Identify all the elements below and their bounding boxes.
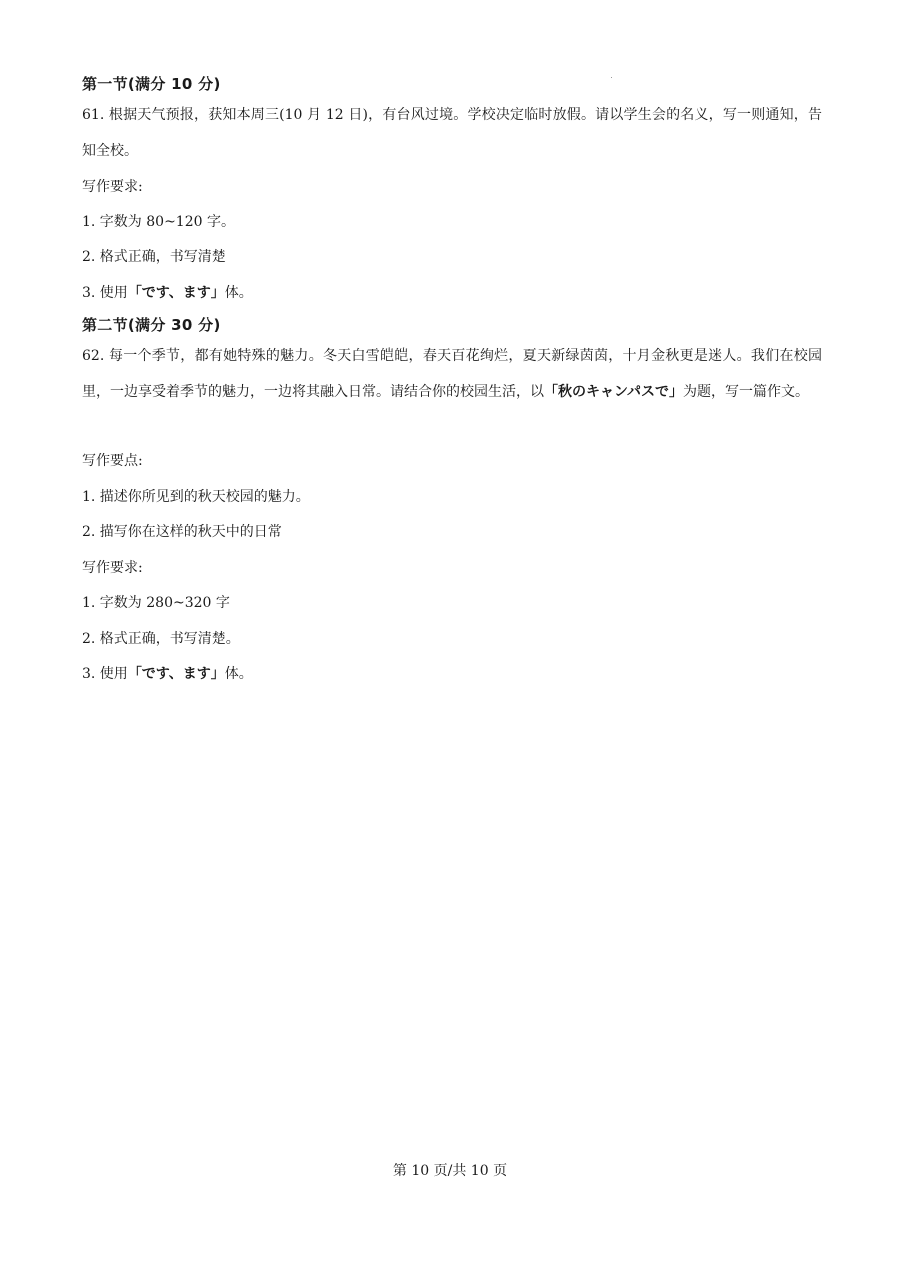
section2-requirement-2: 2. 格式正确，书写清楚。 (82, 631, 240, 647)
section2-title: 第二节(满分 30 分) (82, 316, 221, 334)
req3-suffix: 体。 (224, 285, 253, 301)
essay-topic: 「秋のキャンパスで」 (544, 384, 684, 400)
page-number: 第 10 页/共 10 页 (392, 1163, 508, 1179)
req3-prefix: 3. 使用 (82, 666, 128, 682)
question-62 (82, 338, 822, 410)
style-label: 「です、ます」 (127, 285, 225, 301)
section1-requirements-label: 写作要求: (82, 179, 143, 195)
section2-point-2: 2. 描写你在这样的秋天中的日常 (82, 524, 282, 540)
question-62-tail: 为题，写一篇作文。 (683, 384, 810, 400)
section1-title: 第一节(满分 10 分) (82, 75, 221, 93)
question-62-text: 62. 每一个季节，都有她特殊的魅力。冬天白雪皑皑，春天百花绚烂，夏天新绿茵茵，十月金秋更是迷人。我们在校园里，一边享受着季节的魅力，一边将其融入日常。请结合你的校园生活，以 (82, 348, 822, 400)
style-label: 「です、ます」 (127, 666, 225, 682)
question-61: 61. 根据天气预报，获知本周三(10 月 12 日)，有台风过境。学校决定临时放假。请以学生会的名义，写一则通知，告知全校。 (82, 107, 822, 159)
section1-requirement-1: 1. 字数为 80~120 字。 (82, 214, 235, 230)
section1-requirement-3 (82, 283, 822, 303)
section2-points-label: 写作要点: (82, 453, 143, 469)
req3-suffix: 体。 (224, 666, 253, 682)
section1-requirement-2: 2. 格式正确，书写清楚 (82, 249, 226, 265)
section2-requirements-label: 写作要求: (82, 560, 143, 576)
section2-requirement-1: 1. 字数为 280~320 字 (82, 595, 230, 611)
section2-requirement-3 (82, 664, 822, 684)
req3-prefix: 3. 使用 (82, 285, 128, 301)
section2-point-1: 1. 描述你所见到的秋天校园的魅力。 (82, 489, 310, 505)
